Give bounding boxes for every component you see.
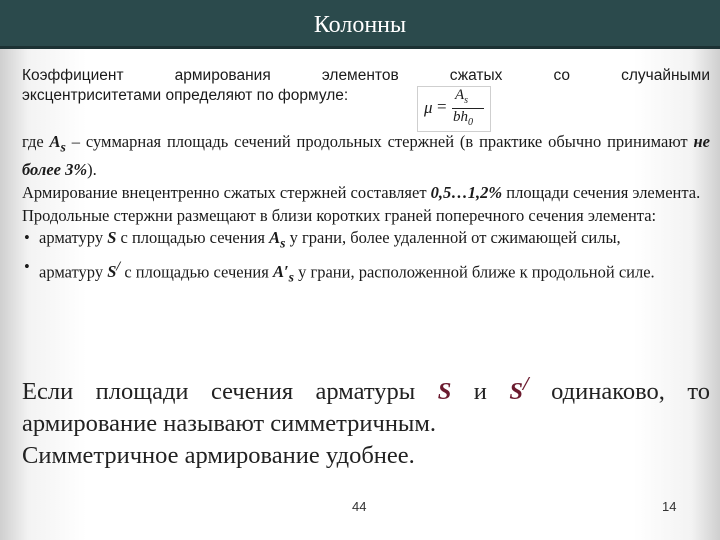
intro-word: сжатых <box>449 67 503 84</box>
intro-line-1 <box>22 66 710 86</box>
intro-word: армирования <box>174 67 271 84</box>
bullet-icon: • <box>24 256 30 276</box>
paragraph-area-definition: где $A_s$ – суммарная площадь сечений продольных стержней (в практике обычно принимают не более 3%). <box>22 132 710 180</box>
paragraph-reinforcement-range: Армирование внецентренно сжатых стержней составляет 0,5…1,2% площади сечения элемента. <box>22 182 701 202</box>
page-number-left: 44 <box>352 499 367 514</box>
intro-word: элементов <box>321 67 399 84</box>
intro-line-2: эксцентриситетами определяют по формуле: <box>22 87 349 104</box>
bullet-icon: • <box>24 228 30 248</box>
formula-intro <box>22 66 710 106</box>
formula-mu: μ <box>424 98 433 117</box>
formula-equals: = <box>437 97 447 116</box>
reinforcement-ratio-formula <box>417 86 491 132</box>
body-text <box>22 131 710 289</box>
formula-numerator: $A_s$ <box>455 87 469 106</box>
intro-word: случайными <box>621 67 710 84</box>
page-number-right: 14 <box>662 499 677 514</box>
intro-word: со <box>553 67 570 84</box>
slide-title: Колонны <box>0 0 720 49</box>
conclusion-text <box>22 368 710 472</box>
intro-word: Коэффициент <box>22 67 124 84</box>
bullet-item: • арматуру S с площадью сечения $A_s$ у грани, более удаленной от сжимающей силы, <box>24 228 621 251</box>
symmetric-convenience: Симметричное армирование удобнее. <box>22 442 415 470</box>
formula-denominator: $bh_0$ <box>453 109 473 128</box>
symmetric-definition: Если площади сечения арматуры S и S/ одинаково, то армирование называют симметричным. <box>22 373 710 438</box>
paragraph-rod-placement: Продольные стержни размещают в близи коротких граней поперечного сечения элемента: <box>22 205 657 225</box>
bullet-item: • арматуру S/ с площадью сечения $A'_s$ у грани, расположенной ближе к продольной силе. <box>24 256 655 285</box>
